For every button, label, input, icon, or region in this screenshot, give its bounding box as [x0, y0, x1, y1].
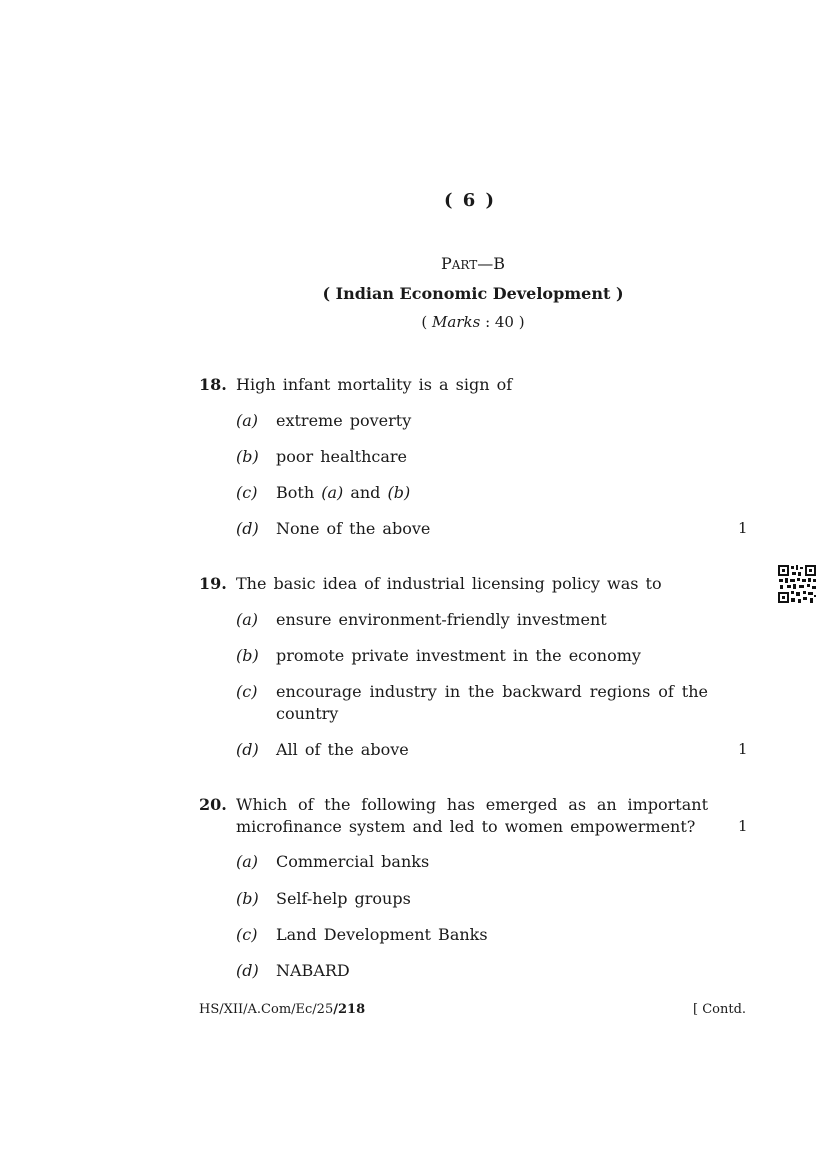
option-letter: (c) — [236, 483, 258, 502]
option-text-part: and — [343, 483, 388, 502]
option-text: All of the above — [276, 740, 409, 759]
question-mark: 1 — [738, 519, 748, 537]
question-text: High infant mortality is a sign of — [236, 375, 513, 394]
option-text: poor healthcare — [276, 447, 408, 466]
marks-line — [0, 313, 828, 331]
option-text: Land Development Banks — [276, 925, 488, 944]
paper-code-number: /218 — [333, 1002, 366, 1017]
question-number: 20. — [199, 795, 227, 814]
part-small: ART — [451, 258, 478, 272]
option-ref: (a) — [321, 483, 344, 502]
paper-code-text: HS/XII/A.Com/Ec/25 — [199, 1002, 334, 1017]
option-letter: (b) — [236, 447, 259, 466]
option-letter: (a) — [236, 852, 259, 871]
option-text: Commercial banks — [276, 852, 430, 871]
question-text: Which of the following has emerged as an important microfinance system and led to women empowerment? — [236, 795, 708, 836]
paper-code — [199, 1002, 365, 1017]
option-text — [276, 482, 708, 504]
option-text-part: Both — [276, 483, 322, 502]
question-number: 18. — [199, 375, 227, 394]
question-mark: 1 — [738, 817, 748, 835]
question-text: The basic idea of industrial licensing policy was to — [236, 574, 662, 593]
part-heading — [0, 254, 828, 273]
option-text: ensure environment-friendly investment — [276, 610, 607, 629]
qr-code-graphic — [777, 564, 817, 604]
option-ref: (b) — [387, 483, 411, 502]
option-letter: (b) — [236, 889, 259, 908]
option-text: extreme poverty — [276, 411, 412, 430]
page-number: ( 6 ) — [443, 190, 497, 211]
option-letter: (d) — [236, 740, 259, 759]
marks-value: : 40 ) — [480, 313, 525, 331]
option-text: None of the above — [276, 519, 431, 538]
option-letter: (d) — [236, 961, 259, 980]
option-letter: (a) — [236, 411, 259, 430]
option-letter: (b) — [236, 646, 259, 665]
option-text: Self-help groups — [276, 889, 411, 908]
marks-open: ( — [421, 313, 433, 331]
question-number: 19. — [199, 574, 227, 593]
qr-code-icon — [777, 564, 817, 604]
continued-label: [ Contd. — [693, 1002, 747, 1017]
subject-title: ( Indian Economic Development ) — [322, 284, 624, 303]
option-letter: (d) — [236, 519, 259, 538]
option-letter: (c) — [236, 925, 258, 944]
option-letter: (a) — [236, 610, 259, 629]
question-mark: 1 — [738, 740, 748, 758]
marks-label: Marks — [432, 313, 481, 331]
option-text: promote private investment in the economy — [276, 646, 641, 665]
part-suffix: —B — [477, 254, 506, 273]
option-letter: (c) — [236, 682, 258, 701]
option-text: encourage industry in the backward regions of the country — [276, 682, 708, 723]
option-text: NABARD — [276, 961, 350, 980]
part-prefix: P — [440, 254, 452, 273]
